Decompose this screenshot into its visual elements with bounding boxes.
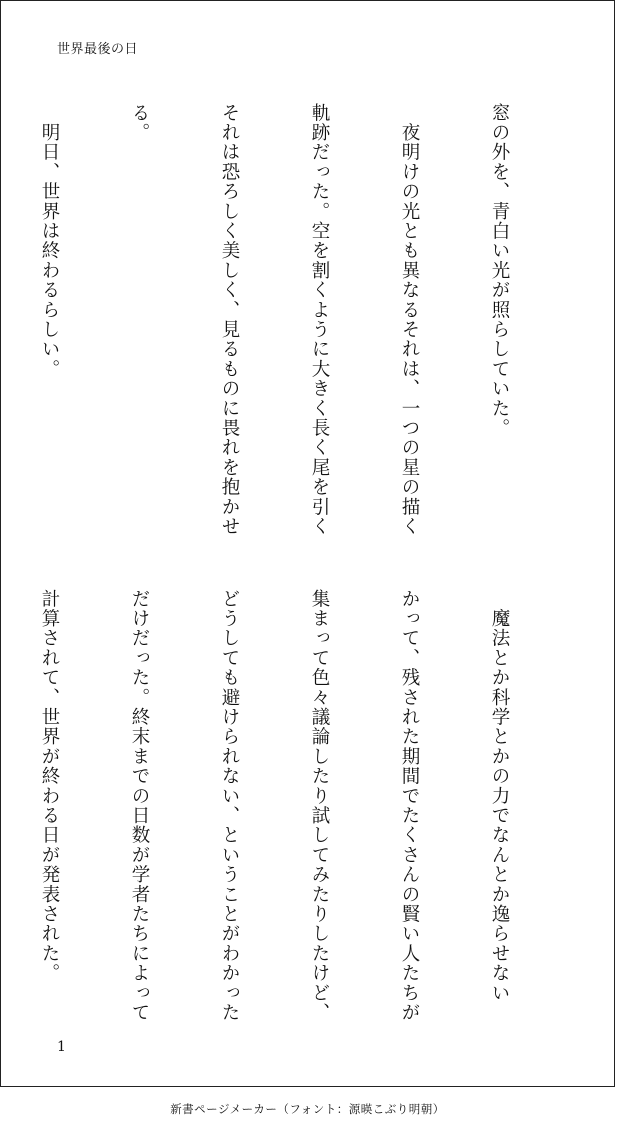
text-line: それは恐ろしく美しく、見るものに畏れを抱かせ	[219, 103, 240, 537]
text-line: 集まって色々議論したり試してみたりしたけど、	[309, 589, 330, 1023]
text-line: 魔法とか科学とかの力でなんとか逸らせない	[489, 589, 510, 1003]
text-line: 計算されて、世界が終わる日が発表された。	[39, 589, 60, 983]
text-line: 明日、世界は終わるらしい。	[39, 103, 60, 379]
text-line: る。	[129, 103, 150, 143]
page-number: 1	[57, 1039, 66, 1055]
text-line: 夜明けの光とも異なるそれは、一つの星の描く	[399, 103, 420, 537]
text-block-bottom	[0, 589, 574, 1023]
text-line: どうしても避けられない、ということがわかった	[219, 589, 240, 1023]
text-line: だけだった。終末までの日数が学者たちによって	[129, 589, 150, 1023]
text-line: かって、残された期間でたくさんの賢い人たちが	[399, 589, 420, 1023]
running-title: 世界最後の日	[57, 42, 139, 57]
text-line: 軌跡だった。空を割くように大きく長く尾を引く	[309, 103, 330, 537]
text-block-top	[0, 103, 574, 537]
footer-credit: 新書ページメーカー（フォント：源暎こぶり明朝）	[170, 1102, 445, 1116]
text-line: 窓の外を、青白い光が照らしていた。	[489, 103, 510, 438]
